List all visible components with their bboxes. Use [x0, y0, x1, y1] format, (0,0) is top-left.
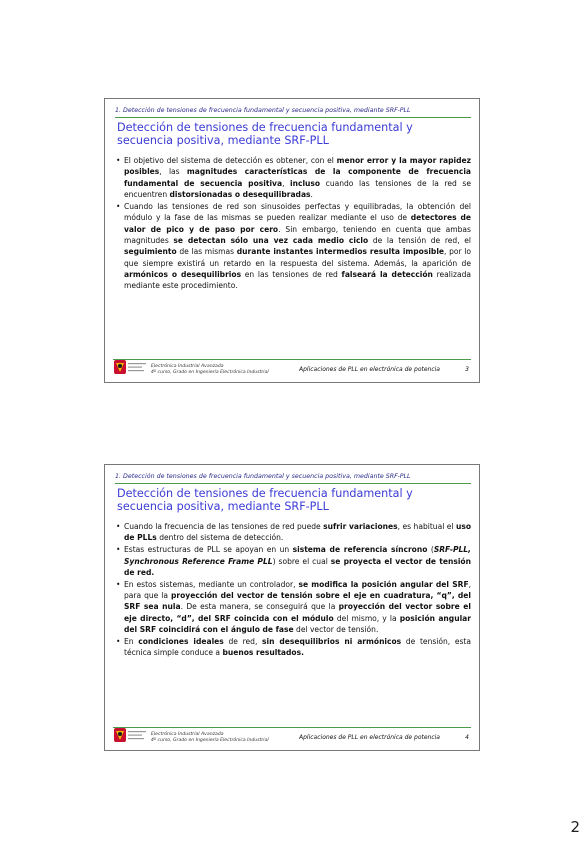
header-divider	[115, 117, 471, 118]
text-run: . Sin embargo, teniendo en cuenta que ambas magnitudes	[124, 224, 471, 245]
text-run: (	[427, 545, 434, 555]
text-run: . De esta manera, se conseguirá que la	[180, 602, 339, 612]
slide-3	[104, 98, 480, 383]
text-run: Estas estructuras de PLL se apoyan en un	[124, 545, 293, 555]
bold-text: armónicos o desequilibrios	[124, 269, 242, 279]
bullet-item	[115, 155, 471, 200]
bold-text: SRF-PLL, Synchronous Reference Frame PLL	[124, 545, 471, 566]
text-run: realizada mediante este procedimiento.	[124, 269, 472, 291]
bold-text: buenos resultados.	[222, 648, 304, 658]
footer-degree: 4º curso, Grado en Ingeniería Electrónica Industrial	[151, 738, 269, 743]
text-run: de las mismas	[176, 247, 237, 257]
footer-divider	[113, 727, 471, 728]
bold-text: durante instantes intermedios resulta imposible	[236, 247, 445, 257]
footer-course: Electrónica Industrial Avanzada	[151, 364, 224, 369]
bold-text: incluso	[290, 178, 321, 188]
bold-text: condiciones ideales	[138, 636, 224, 646]
text-run: de la tensión de red, el	[368, 235, 471, 245]
slide-4	[104, 464, 480, 751]
text-run: dentro del sistema de detección.	[156, 533, 284, 543]
footer-course: Electrónica Industrial Avanzada	[151, 732, 224, 737]
text-run: , es habitual el	[397, 522, 456, 531]
bold-text: sufrir variaciones	[323, 522, 398, 531]
bold-text: falseará la detección	[341, 269, 433, 279]
slide-body	[115, 155, 471, 292]
slide-title: Detección de tensiones de frecuencia fundamental y secuencia positiva, mediante SRF-PLL	[117, 487, 413, 513]
bold-text: se modifica la posición angular del SRF	[298, 579, 469, 589]
text-run: El objetivo del sistema de detección es obtener, con el	[124, 156, 337, 165]
bold-text: se proyecta el vector de tensión de red.	[124, 556, 471, 577]
bullet-item	[115, 544, 471, 578]
bold-text: proyección del vector de tensión sobre el eje en cuadratura, “q”, del SRF sea nula	[124, 591, 471, 612]
text-run: ,	[282, 178, 291, 188]
text-run: .	[310, 190, 313, 200]
text-run: Cuando la frecuencia de las tensiones de red puede	[124, 522, 324, 531]
text-run: , las	[159, 167, 187, 177]
text-run: En	[124, 636, 139, 646]
bold-text: proyección del vector sobre el eje directo, “d”, del SRF coincida con el módulo	[124, 602, 471, 623]
bold-text: sin desequilibrios ni armónicos	[262, 636, 402, 646]
text-run: , por lo que siempre existirá un retardo en la respuesta del sistema. Además, la aparición de	[124, 247, 471, 268]
text-run: de red,	[223, 636, 263, 646]
footer-topic: Aplicaciones de PLL en electrónica de potencia	[299, 734, 440, 741]
text-run: , para que la	[124, 579, 471, 601]
bullet-item	[115, 201, 471, 292]
bold-text: detectores de valor de pico y de paso por cero	[124, 213, 471, 234]
footer-divider	[113, 359, 471, 360]
text-run: en las tensiones de red	[241, 269, 342, 279]
slide-header: 1. Detección de tensiones de frecuencia fundamental y secuencia positiva, mediante SRF-PLL	[115, 107, 411, 114]
bullet-item	[115, 579, 471, 636]
bold-text: menor error y la mayor rapidez posibles	[124, 156, 472, 177]
slide-body	[115, 521, 471, 659]
text-run: ) sobre el cual	[272, 556, 331, 566]
text-run: de tensión, esta técnica simple conduce a	[124, 636, 472, 658]
header-divider	[115, 483, 471, 484]
bold-text: sistema de referencia síncrono	[292, 545, 428, 555]
text-run: cuando las tensiones de la red se encuentren	[124, 178, 471, 200]
bullet-item	[115, 636, 471, 659]
slide-number: 3	[465, 366, 469, 373]
university-logo-icon	[113, 359, 149, 376]
bullet-item	[115, 521, 471, 544]
slide-header: 1. Detección de tensiones de frecuencia fundamental y secuencia positiva, mediante SRF-PLL	[115, 473, 411, 480]
bold-text: posición angular del SRF coincidirá con el ángulo de fase	[124, 613, 471, 635]
slide-title: Detección de tensiones de frecuencia fundamental y secuencia positiva, mediante SRF-PLL	[117, 121, 413, 147]
text-run: del mismo, y la	[333, 613, 400, 623]
bold-text: magnitudes características de la componente de frecuencia fundamental de secuencia positiva	[124, 167, 471, 188]
university-logo-icon	[113, 727, 149, 744]
bold-text: se detectan sólo una vez cada medio ciclo	[173, 235, 369, 245]
footer-topic: Aplicaciones de PLL en electrónica de potencia	[299, 366, 440, 373]
bold-text: seguimiento	[124, 247, 177, 257]
text-run: Cuando las tensiones de red son sinusoides perfectas y equilibradas, la obtención del módulo y la fase de las mismas se pueden realizar mediante el uso de	[124, 201, 471, 223]
page-number: 2	[570, 818, 580, 836]
footer-degree: 4º curso, Grado en Ingeniería Electrónica Industrial	[151, 370, 269, 375]
bold-text: distorsionadas o desequilibradas	[169, 190, 311, 200]
text-run: del vector de tensión.	[293, 625, 379, 635]
text-run: En estos sistemas, mediante un controlador,	[124, 579, 299, 589]
slide-number: 4	[465, 734, 469, 741]
bold-text: uso de PLLs	[124, 522, 472, 543]
